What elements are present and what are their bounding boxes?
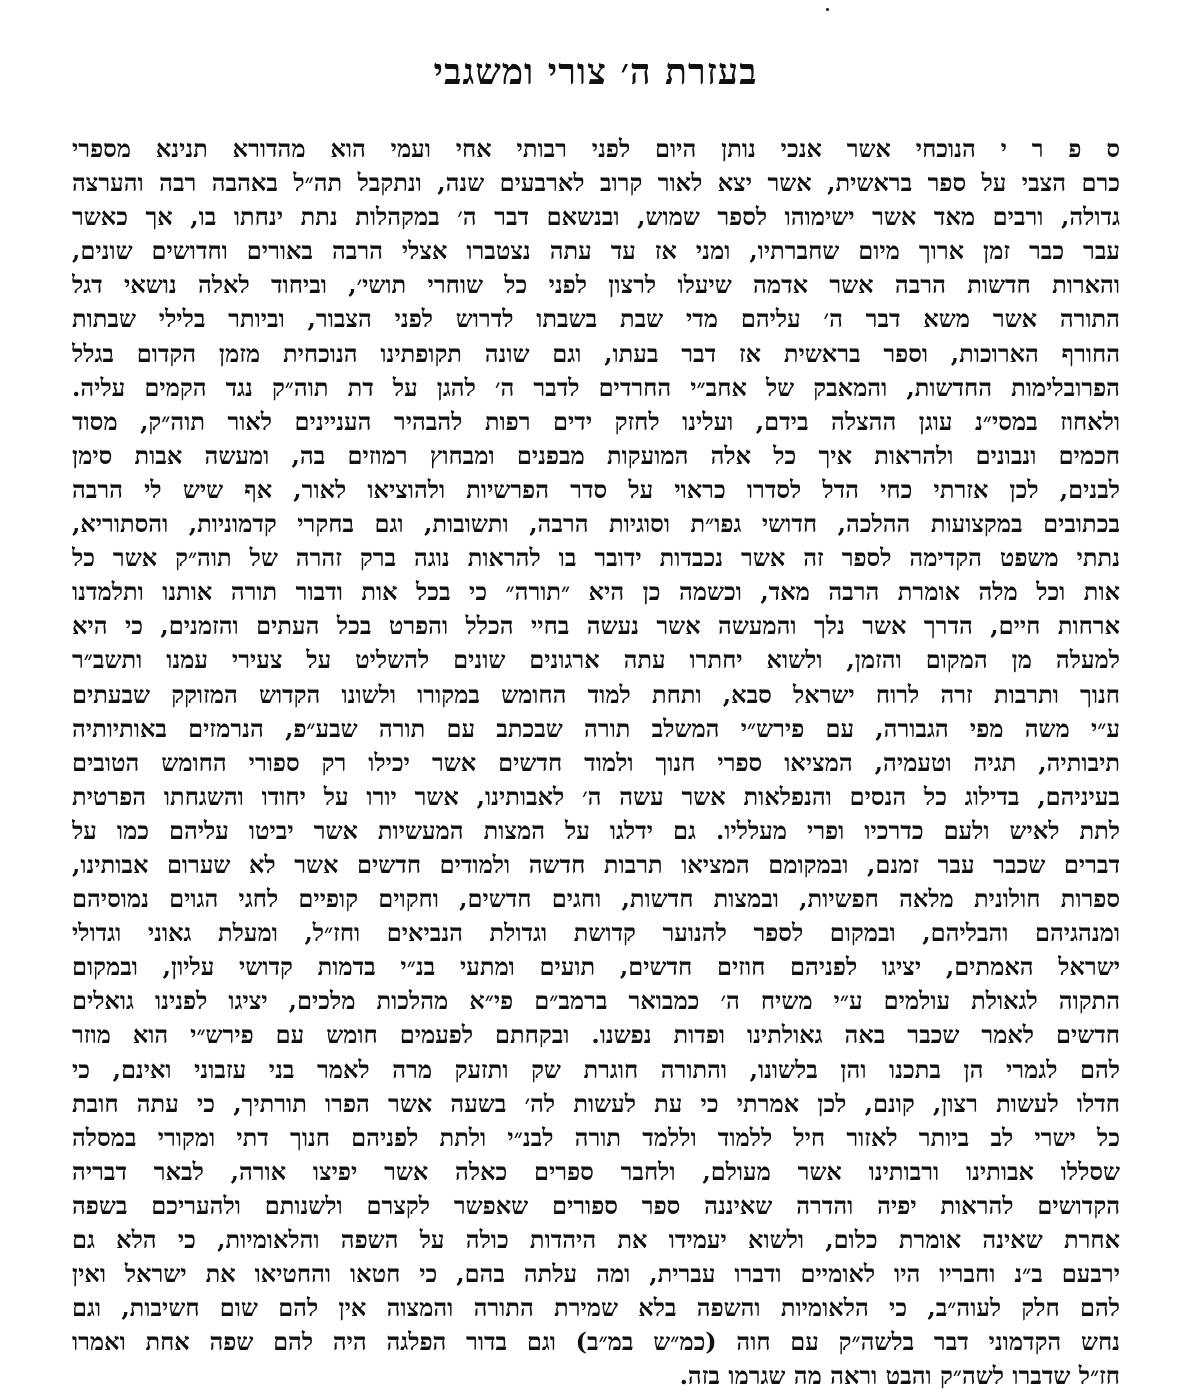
- text-line: אות וכל מלה אומרת הרבה מאד, וכשמה כן היא ״תורה״ כי בכל אות ודבור תורה אותנו ותלמדנו: [72, 577, 1120, 607]
- text-line: למעלה מן המקום והזמן, ולשוא יחתרו עתה ארגונים שונים להשליט על צעירי עמנו ותשב״ר: [72, 645, 1120, 675]
- text-line: ולאחוז במסי״נ עוגן ההצלה בידם, ועלינו לחזק ידים רפות להבהיר העניינים לאור תוה״ק, מסוד: [72, 406, 1120, 436]
- text-line: להם חלק לעוה״ב, כי הלאומיות והשפה בלא שמירת התורה והמצוה אין להם שום חשיבות, וגם: [72, 1293, 1120, 1323]
- text-line: ס פ ר י הנוכחי אשר אנכי נותן היום לפני רבותי אחי ועמי הוא מהדורא תנינא מספרי: [72, 134, 1120, 163]
- text-line: נתתי משפט הקדימה לספר זה אשר נכבדות ידובר בו להראות נוגה ברק זהרה של תוה״ק אשר כל: [72, 543, 1120, 573]
- text-line: החורף הארוכות, וספר בראשית אז דבר בעתו, וגם שונה תקופתינו הנוכחית מזמן הקדום בגלל: [72, 338, 1120, 368]
- text-line: ומנהגיהם והבליהם, ובמקום לספר להנוער קדושת וגדולת הנביאים וחז״ל, ומעלת גאוני וגדולי: [72, 918, 1120, 948]
- text-line: והארות חדשות הרבה אשר אדמה שיעלו לרצון לפני כל שוחרי תושי׳, וביחוד לאלה נושאי דגל: [72, 270, 1120, 300]
- text-line: להם לגמרי הן בתכנו והן בלשונו, והתורה חוגרת שק ותזעק מרה לאמר בני עזבוני ואינם, כי: [72, 1054, 1120, 1084]
- text-line: ארחות חיים, הדרך אשר נלך והמעשה אשר נעשה בחיי הכלל והפרט בכל העתים והזמנים, כי היא: [72, 611, 1120, 641]
- text-line: ירבעם ב״נ וחבריו היו לאומיים ודברו עברית, ומה עלתה בהם, כי חטאו והחטיאו את ישראל ואין: [72, 1259, 1120, 1289]
- text-line: ישראל האמתים, יציגו לפניהם חוזים חדשים, תועים ומתעי בנ״י בדמות קדושי עליון, ובמקום: [72, 952, 1120, 982]
- body-text: [72, 132, 1120, 1393]
- text-line: שסללו אבותינו ורבותינו אשר מעולם, ולחבר ספרים כאלה אשר יפיצו אורה, לבאר דבריה: [72, 1156, 1120, 1186]
- text-line: ע״י משה מפי הגבורה, עם פירש״י המשלב תורה שבכתב עם תורה שבע״פ, הנרמזים באותיותיה: [72, 713, 1120, 743]
- text-line: בכתובים במקצועות ההלכה, חדושי גפו״ת וסוגיות הרבה, ותשובות, וגם בחקרי קדמוניות, והסתוריא,: [72, 509, 1120, 539]
- text-line: חדשים לאמר שכבר באה גאולתינו ופדות נפשנו. ובקחתם לפעמים חומש עם פירש״י הוא מוזר: [72, 1020, 1120, 1050]
- text-line: חז״ל שדברו לשה״ק והבט וראה מה שגרמו בזה.: [679, 1361, 1120, 1391]
- text-line: בעיניהם, בדילוג כל הנסים והנפלאות אשר עשה ה׳ לאבותינו, אשר יורו על יחודו והשגחתו הפרטית: [72, 781, 1120, 811]
- text-line: חדלו לעשות רצון, קונם, לכן אמרתי כי עת לעשות לה׳ בשעה אשר הפרו תורתיך, כי עתה חובת: [72, 1088, 1120, 1118]
- text-line: עבר כבר זמן ארוך מיום שחברתיו, ומני אז עד עתה נצטברו אצלי הרבה באורים וחדושים שונים,: [72, 236, 1120, 266]
- text-line: גדולה, ורבים מאד אשר ישימוהו לספר שמוש, ובנשאם דבר ה׳ במקהלות נתת ינחתו בו, אך כאשר: [72, 202, 1120, 232]
- text-line: אחרת שאינה אומרת כלום, ולשוא יעמידו את היהדות כולה על השפה והלאומיות, כי הלא גם: [72, 1225, 1120, 1254]
- text-line: התורה אשר משא דבר ה׳ עליהם מדי שבת בשבתו לדרוש לפני הצבור, וביותר בלילי שבתות: [72, 304, 1120, 334]
- ink-speck: [826, 8, 829, 11]
- text-line: לבנים, לכן אזרתי כחי הדל לסדרו כראוי על סדר הפרשיות ולהוציאו לאור, אף שיש לי הרבה: [72, 474, 1120, 504]
- text-line: כל ישרי לב ביותר לאזור חיל ללמוד וללמד תורה לבנ״י ולתת לפניהם חנוך דתי ומקורי במסלה: [72, 1122, 1120, 1152]
- text-line: לתת לאיש ולעם כדרכיו ופרי מעלליו. גם ידלגו על המצות המעשיות אשר יביטו עליהם כמו על: [72, 815, 1120, 845]
- text-line: הקדושים להראות יפיה והדרה שאיננה ספר ספורים שאפשר לקצרם ולשנותם ולהעריכם בשפה: [72, 1190, 1120, 1220]
- text-line: הפרובלימות החדשות, והמאבק של אחב״י החרדים לדבר ה׳ להגן על דת תוה״ק נגד הקמים עליה.: [72, 372, 1120, 402]
- page-title: בעזרת ה׳ צורי ומשגבי: [433, 51, 758, 93]
- text-line: חנוך ותרבות זרה לרוח ישראל סבא, ותחת למוד החומש במקורו ולשונו הקדוש המזוקק שבעתים: [72, 679, 1120, 709]
- text-line: תיבותיה, תגיה וטעמיה, המציאו ספרי חנוך ולמוד חדשים אשר יכילו רק ספורי החומש הטובים: [72, 747, 1120, 777]
- text-line: התקוה לגאולת עולמים ע״י משיח ה׳ כמבואר ברמב״ם פי״א מהלכות מלכים, יציגו לפנינו גואלים: [72, 986, 1120, 1016]
- text-line: ספרות חולונית מלאה חפשיות, ובמצות חדשות, וחגים חדשים, וחקוים קופיים לחגי הגוים נמוסיהם: [72, 884, 1120, 914]
- text-line: נחש הקדמוני דבר בלשה״ק עם חוה (כמ״ש במ״ב) וגם בדור הפלגה היה להם שפה אחת ואמרו: [72, 1327, 1120, 1357]
- text-line: דברים שכבר עבר זמנם, ובמקומם המציאו תרבות חדשה ולמודים חדשים אשר לא שערום אבותינו,: [72, 849, 1120, 879]
- text-line: חכמים ונבונים ולהראות איך כל אלה המועקות מבפנים ומבחוץ רמוזים בה, ומעשה אבות סימן: [72, 440, 1120, 470]
- text-line: כרם הצבי על ספר בראשית, אשר יצא לאור קרוב לארבעים שנה, ונתקבל תה״ל באהבה רבה והערצה: [72, 168, 1120, 198]
